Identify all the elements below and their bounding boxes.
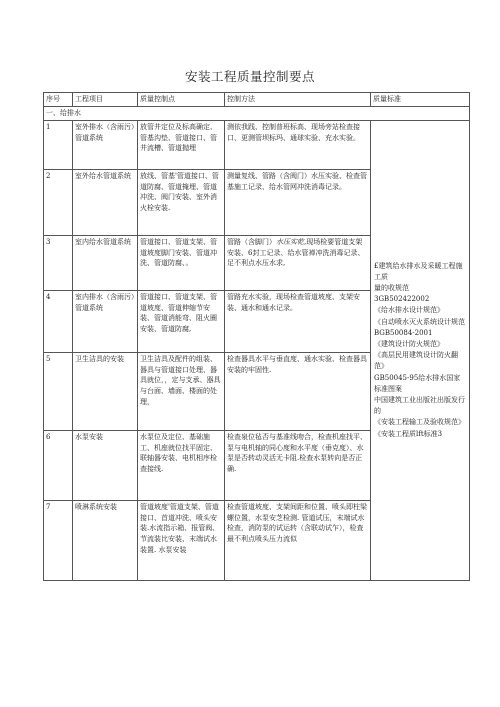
standard-line: 《给水排水设计规范》	[374, 306, 444, 315]
row-control-method: 检查器具水平与垂直度、通水实验、检查器具安装的牢固性.	[225, 352, 371, 430]
standard-line: 《安装工程质lft标准3	[374, 429, 443, 438]
row-no: 1	[44, 120, 73, 169]
row-control-points: 水泵位及定位、基础施工、机座就位找平固定、联轴器安装、电机相序检查接线.	[138, 430, 225, 500]
header-project: 工程项目	[73, 93, 138, 107]
row-control-method: 检查管道坡度、支架间距和位置、喷头即柱梁螺位置，水泵安芝检测. 管道试压，末端试水检查，消防泵的试运转（含联动试乍），检查最不利点喷头压力流似	[225, 500, 371, 580]
standard-line: 3GB502422002	[374, 295, 430, 304]
standard-line: 中国建筑工业出版社出版发行的	[374, 395, 465, 416]
row-no: 3	[44, 235, 73, 290]
row-project: 室外给水管道系统	[73, 169, 138, 235]
standard-line: 《安装工程输工及验收规范》	[374, 418, 465, 427]
section-title: 一、给排水	[44, 106, 470, 120]
method-text: ,现场检要管道支架安装、6封工记录、给水管禅冲洗消毒记录、足不利点水压水求,	[227, 237, 365, 268]
page-title: 安装工程质量控制要点	[184, 69, 315, 84]
row-project: 水泵安装	[73, 430, 138, 500]
standard-line: £建筑给水排水及采暖工程施工质	[374, 261, 463, 281]
row-project: 室外排水（含雨污）管道系统	[73, 120, 138, 169]
standard-line: 《高层民用建筑设计防火翻范》	[374, 351, 458, 371]
header-control-points: 质量控制点	[138, 93, 225, 107]
standard-line: 量的收规范	[374, 284, 409, 293]
row-control-points: 管道接口、管道支架、管道坡度、管道伸缩节安装、管道消能弯、阻火圈安装、管道防腐,	[138, 290, 225, 352]
row-control-points: 管道接口、管道支架、管道坡度脚门安装、管道冲洗、管道防腐、。	[138, 235, 225, 290]
row-no: 2	[44, 169, 73, 235]
row-project: 喷淋系统安装	[73, 500, 138, 580]
row-control-points: 卫生洁具及配件的组装、器具与管道接口处理、器具就位，，定与支承、器具与台面、墙面、楼面的处理，	[138, 352, 225, 430]
section-row	[44, 106, 470, 120]
standard-line: 《自动喷水灭火系统设计规范	[374, 317, 465, 326]
header-row	[44, 93, 470, 107]
standard-line: GB50045-95给水排水国家标准图案	[374, 373, 461, 393]
row-control-points: 管道坡度'管道支架、管道接口、首道冲洗、喷头安装.水流指示箱、报管阀、节流装比安装、末端试水装置. 水泵安装	[138, 500, 225, 580]
header-no: 序号	[44, 93, 73, 107]
standard-line: 《建筑设计防火规范》	[374, 340, 444, 348]
method-text-italic: 水压实乾	[276, 237, 304, 246]
table-row	[44, 120, 470, 169]
row-control-method: 检查泉位毡否与基准线吻合，检查机座找平、泵与电机轴的同心度和水平度（垂克度）、水泵是否转动灵活无卡阻.检查水泵转向是否正确.	[225, 430, 371, 500]
quality-standard-cell	[371, 120, 470, 580]
row-control-points: 放线、管基'管道接口、管道防腐、管道掩埋、管道冲洗、阀门安装、室外消火栓安装.	[138, 169, 225, 235]
row-no: 6	[44, 430, 73, 500]
standard-line: BGB50084-2001	[374, 328, 433, 337]
row-project: 室内排水（含雨污）管道系统	[73, 290, 138, 352]
method-text: 管路（含脚门）	[227, 237, 276, 246]
row-control-method	[225, 235, 371, 290]
quality-control-table	[43, 92, 470, 581]
header-control-method: 控制方法	[225, 93, 371, 107]
row-control-method: 测量复线、管路（含阀门）水压实验、检查管基施工记录、给水管网冲洗消毒记录。	[225, 169, 371, 235]
row-no: 4	[44, 290, 73, 352]
row-control-method: 测依我践、控制普班标高、现场旁站检查接口、更测管坝标玛、通球实验、充水实验。	[225, 120, 371, 169]
row-no: 5	[44, 352, 73, 430]
row-no: 7	[44, 500, 73, 580]
row-project: 卫生洁具的安装	[73, 352, 138, 430]
row-control-method: 管路充水实验，现场检查管道坡度、支架安装、通水和通水记录。	[225, 290, 371, 352]
row-control-points: 放管井定位及标高确定、管基沟垫、管道接口、管井流槽、管道抛埋	[138, 120, 225, 169]
header-quality-standard: 质量标准	[371, 93, 470, 107]
row-project: 室内给水管道系统	[73, 235, 138, 290]
